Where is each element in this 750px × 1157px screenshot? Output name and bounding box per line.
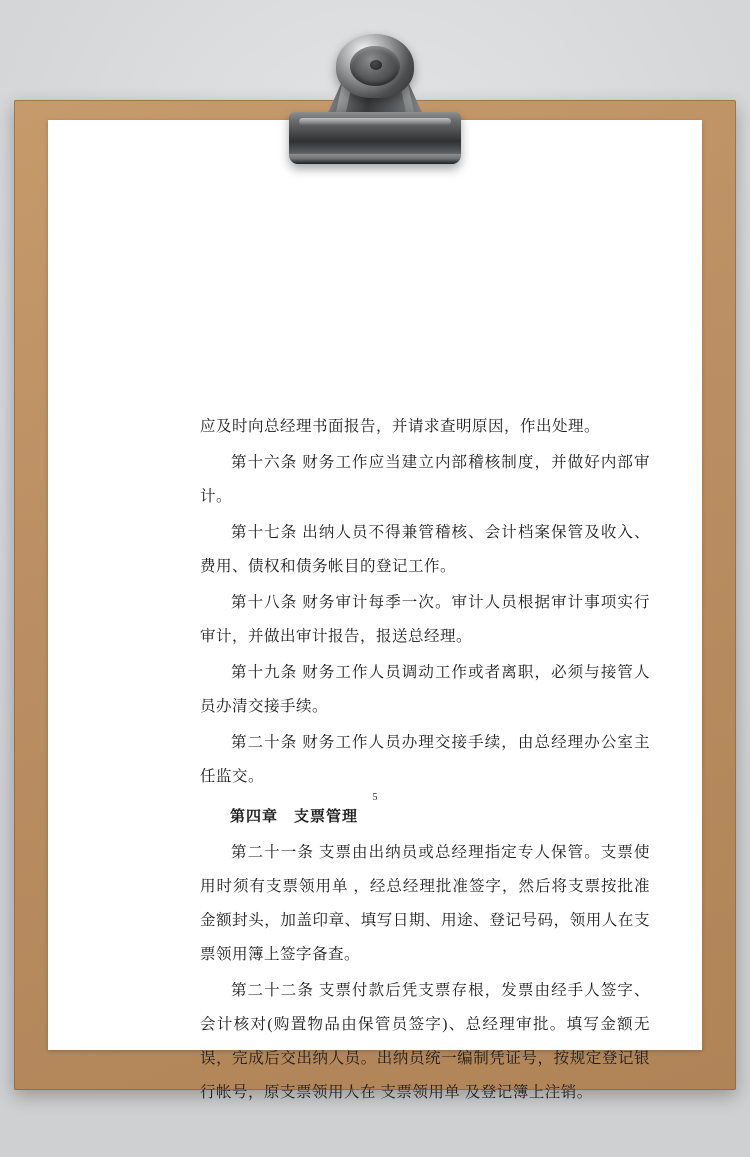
paragraph-article-17: 第十七条 出纳人员不得兼管稽核、会计档案保管及收入、费用、债权和债务帐目的登记工作。 — [200, 524, 650, 575]
paragraph-article-21: 第二十一条 支票由出纳员或总经理指定专人保管。支票使用时须有支票领用单 ，经总经理批准签字，然后将支票按批准金额封头，加盖印章、填写日期、用途、登记号码，领用人在支票领用簿上签字备查。 — [200, 844, 650, 963]
clip-knob[interactable] — [336, 34, 414, 98]
paragraph-continued: 应及时向总经理书面报告，并请求查明原因，作出处理。 — [200, 418, 601, 435]
document-page — [48, 120, 702, 1101]
paragraph-article-16: 第十六条 财务工作应当建立内部稽核制度，并做好内部审计。 — [200, 454, 650, 505]
clip-knob-center-dot — [370, 60, 382, 70]
chapter-heading-4: 第四章 支票管理 — [230, 808, 359, 825]
paragraph-article-22: 第二十二条 支票付款后凭支票存根，发票由经手人签字、会计核对(购置物品由保管员签字)、总经理审批。填写金额无误，完成后交出纳人员。出纳员统一编制凭证号，按规定登记银行帐号，原支票领用人在 支票领用单 及登记簿上注销。 — [200, 982, 650, 1101]
document-text-body — [200, 410, 650, 1112]
paragraph-article-19: 第十九条 财务工作人员调动工作或者离职，必须与接管人员办清交接手续。 — [200, 664, 650, 715]
clip-plate — [289, 112, 461, 164]
page-number: 5 — [372, 792, 378, 803]
clipboard-board — [14, 100, 736, 1101]
paragraph-article-20: 第二十条 财务工作人员办理交接手续，由总经理办公室主任监交。 — [200, 734, 650, 785]
paragraph-article-18: 第十八条 财务审计每季一次。审计人员根据审计事项实行审计，并做出审计报告，报送总经理。 — [200, 594, 650, 645]
clipboard-clip[interactable] — [283, 22, 468, 170]
